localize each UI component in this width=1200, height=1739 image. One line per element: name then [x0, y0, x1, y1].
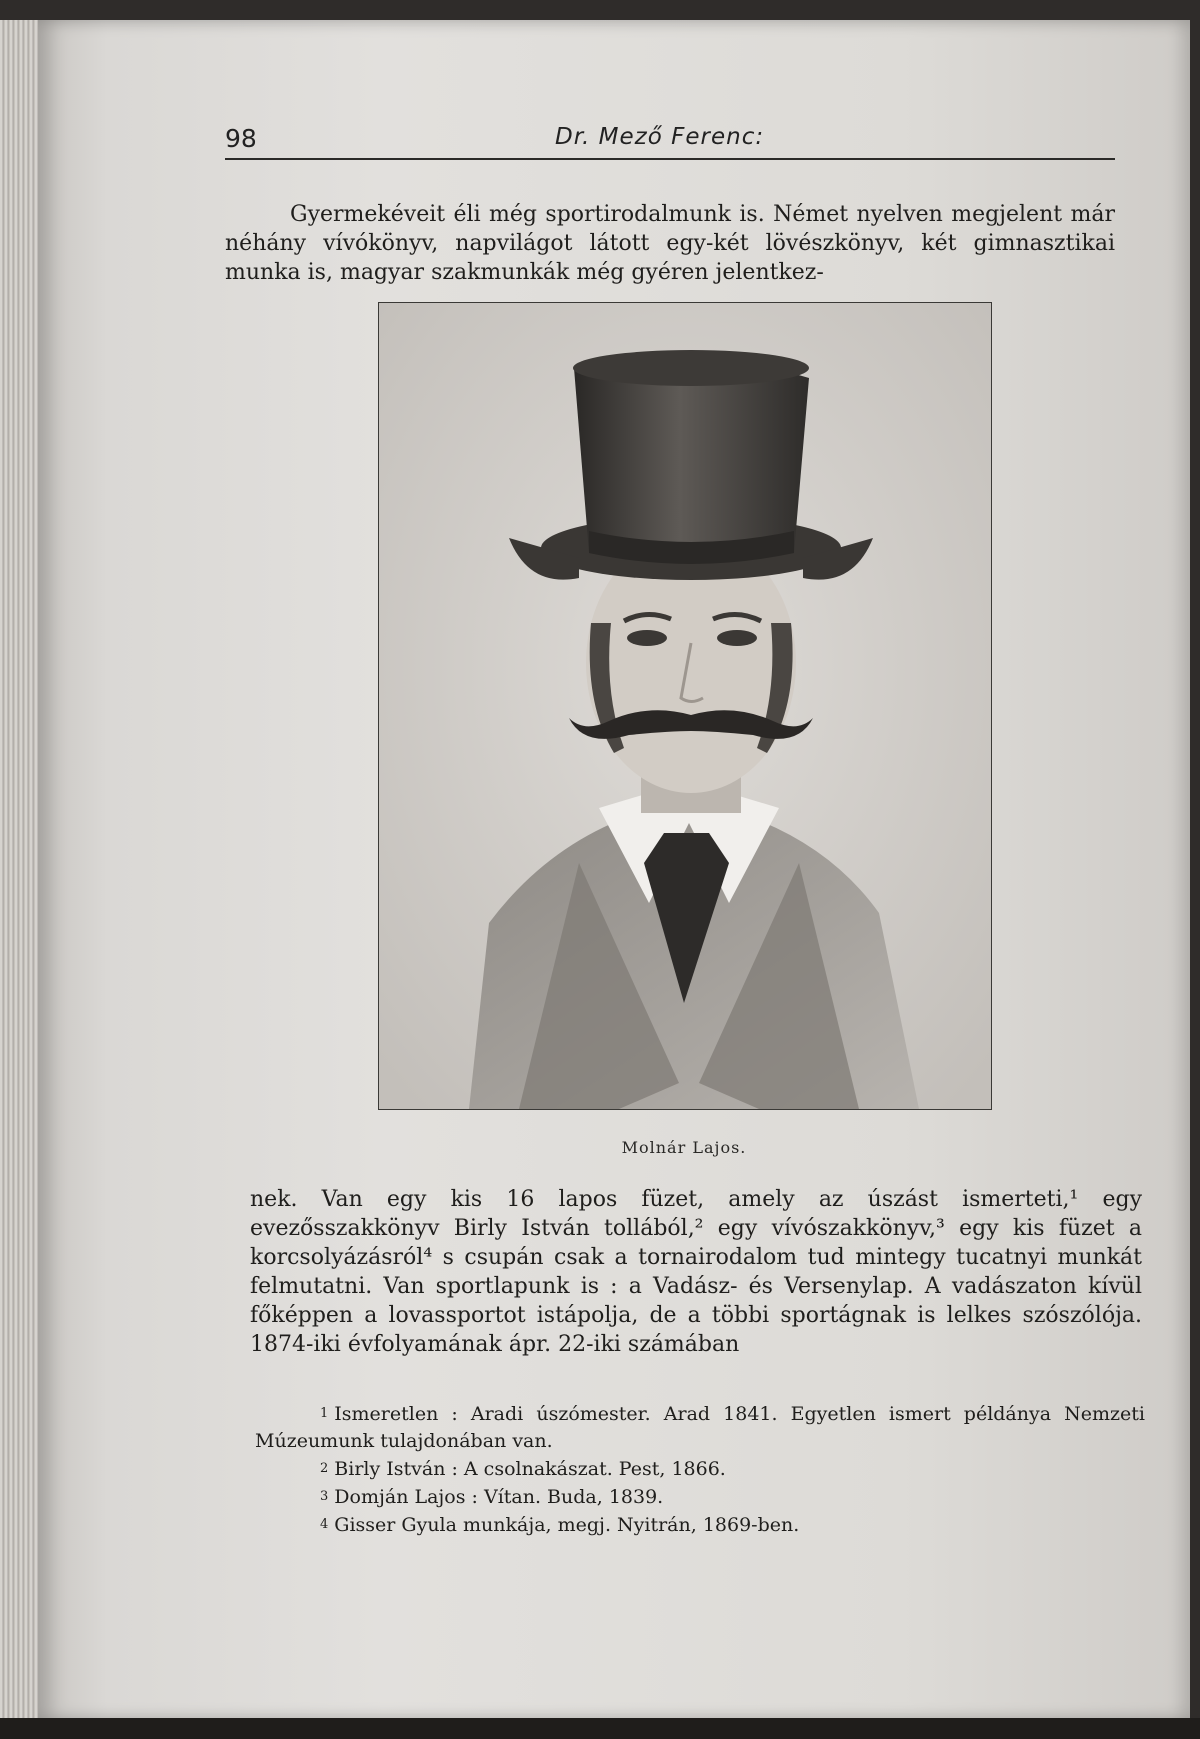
figure-caption: Molnár Lajos. — [621, 1138, 747, 1157]
footnote-text: Ismeretlen : Aradi úszómester. Arad 1841. Egyetlen ismert példánya Nemzeti Múzeumunk tulajdonában van. — [255, 1403, 1145, 1452]
footnote-text: Gisser Gyula munkája, megj. Nyitrán, 1869-ben. — [334, 1514, 800, 1536]
footnote-text: Domján Lajos : Vítan. Buda, 1839. — [334, 1486, 664, 1508]
page-stack-edges — [0, 20, 40, 1720]
footnote-mark: 4 — [320, 1517, 329, 1532]
footnote-mark: 1 — [320, 1406, 329, 1421]
footnote-1 — [255, 1400, 1145, 1455]
footnote-mark: 3 — [320, 1489, 329, 1504]
footnote-text: Birly István : A csolnakászat. Pest, 1866. — [334, 1458, 726, 1480]
footnote-mark: 2 — [320, 1461, 329, 1476]
body-paragraph-2: nek. Van egy kis 16 lapos füzet, amely az úszást ismerteti,¹ egy evezősszakkönyv Birly István tollából,² egy vívószakkönyv,³ egy kis füzet a korcsolyázásról⁴ s csupán csak a tornairodalom tud mintegy tucatnyi munkát felmutatni. Van sportlapunk is : a Vadász- és Versenylap. A vadászaton kívül főképpen a lovassportot istápolja, de a többi sportágnak is lelkes szószólója. 1874-iki évfolyamának ápr. 22-iki számában — [250, 1187, 1142, 1357]
portrait-illustration — [379, 303, 991, 1109]
scan-bottom-edge — [0, 1718, 1200, 1739]
footnote-4 — [255, 1511, 1145, 1539]
page-number: 98 — [225, 124, 257, 153]
footnote-3 — [255, 1483, 1145, 1511]
footnote-2 — [255, 1455, 1145, 1483]
body-paragraph-1: Gyermekéveit éli még sportirodalmunk is. Német nyelven megjelent már néhány vívókönyv, napvilágot látott egy-két lövészkönyv, két gimnasztikai munka is, magyar szakmunkák még gyéren jelentkez- — [225, 202, 1115, 285]
portrait-photo — [378, 302, 992, 1110]
page-header — [225, 118, 1115, 160]
running-title: Dr. Mező Ferenc: — [555, 124, 765, 150]
footnotes — [255, 1400, 1145, 1539]
